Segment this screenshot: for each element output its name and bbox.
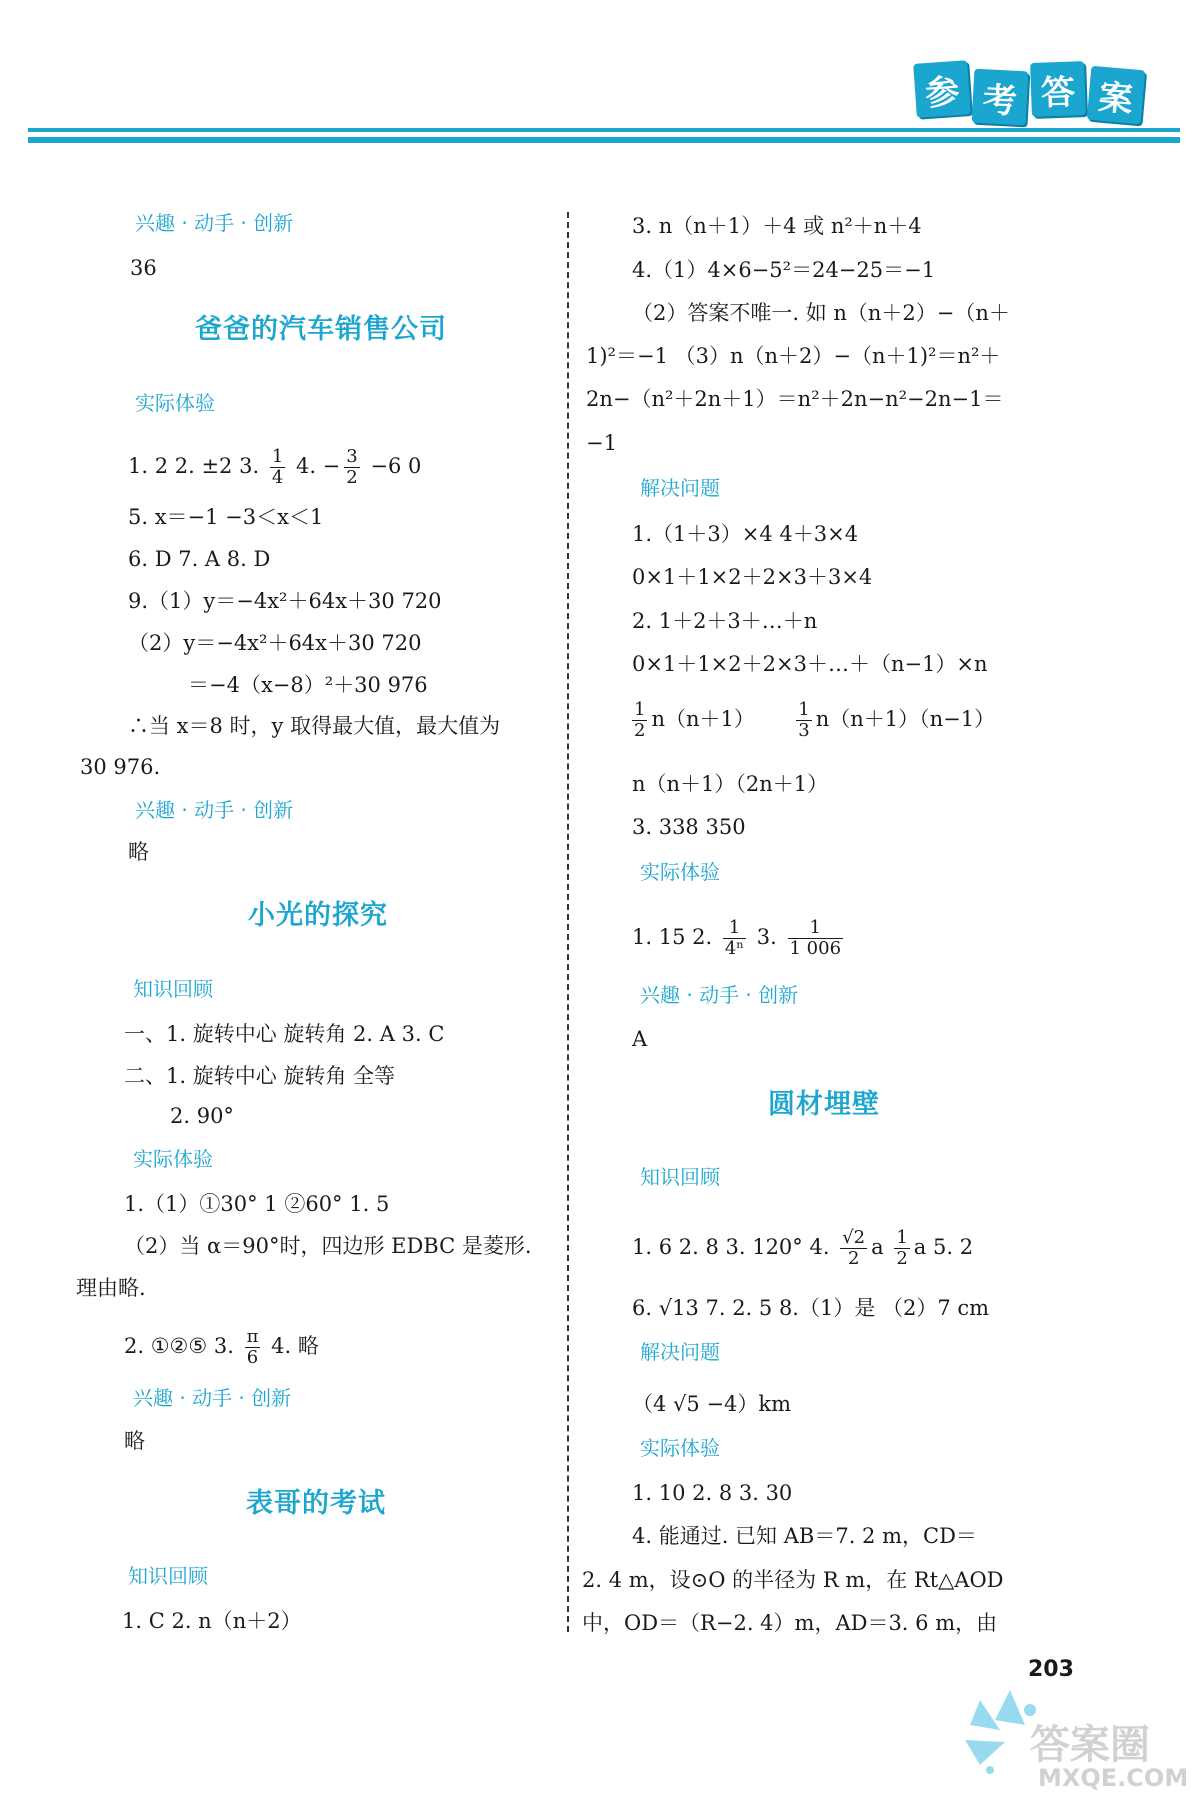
- denominator: 6: [246, 1347, 259, 1368]
- section-heading: 实际体验: [640, 1436, 720, 1460]
- numerator: 1: [634, 699, 646, 720]
- answer-line: 一、1. 旋转中心 旋转角 2. A 3. C: [124, 1022, 445, 1046]
- fraction: [840, 1228, 867, 1269]
- section-heading: 实际体验: [640, 860, 720, 884]
- answer-line: [628, 700, 995, 741]
- section-heading: 兴趣 · 动手 · 创新: [640, 983, 799, 1007]
- header-title-badges: [915, 62, 1143, 124]
- answer-text: 4. 略: [264, 1334, 319, 1358]
- denominator: 2: [634, 720, 646, 741]
- answer-line: 略: [124, 1429, 145, 1453]
- section-heading: 兴趣 · 动手 · 创新: [135, 798, 294, 822]
- chapter-title: 表哥的考试: [246, 1488, 386, 1519]
- watermark-subtext: MXQE.COM: [1038, 1764, 1189, 1790]
- chapter-title: 圆材埋壁: [768, 1089, 880, 1120]
- answer-line: （2）答案不唯一. 如 n（n＋2）−（n＋: [632, 301, 1010, 325]
- section-heading: 知识回顾: [128, 1564, 208, 1588]
- answer-line: 略: [128, 840, 149, 864]
- section-heading: 知识回顾: [133, 977, 213, 1001]
- section-heading: 解决问题: [640, 476, 720, 500]
- fraction: [245, 1327, 261, 1368]
- numerator: 1: [896, 1227, 908, 1248]
- answer-line: n（n＋1）（2n＋1）: [632, 772, 829, 796]
- answer-line: [632, 1228, 973, 1269]
- numerator: 3: [346, 446, 358, 467]
- watermark-text: 答案圈: [1030, 1722, 1150, 1768]
- column-divider: [567, 212, 569, 1632]
- header-badge: 参: [913, 60, 971, 118]
- answer-line: 5. x＝−1 −3＜x＜1: [128, 505, 324, 529]
- answer-text: 1. 6 2. 8 3. 120° 4.: [632, 1235, 830, 1259]
- answer-line: 理由略.: [76, 1276, 146, 1300]
- answer-line: ＝−4（x−8）²＋30 976: [188, 673, 428, 697]
- numerator: π: [246, 1326, 259, 1347]
- answer-line: 1.（1）①30° 1 ②60° 1. 5: [124, 1192, 390, 1216]
- fraction: [723, 918, 746, 959]
- chapter-title: 小光的探究: [248, 900, 388, 931]
- fraction: [788, 918, 844, 959]
- header-rule: [28, 128, 1180, 132]
- fraction: [894, 1228, 909, 1269]
- denominator: 2: [896, 1248, 908, 1269]
- answer-text: 3.: [750, 925, 777, 949]
- answer-line: 1. C 2. n（n＋2）: [122, 1609, 302, 1633]
- answer-text: −6 0: [363, 454, 422, 478]
- answer-line: 二、1. 旋转中心 旋转角 全等: [124, 1064, 396, 1088]
- answer-line: 4.（1）4×6−5²＝24−25＝−1: [632, 258, 936, 282]
- answer-line: 0×1＋1×2＋2×3＋…＋（n−1）×n: [632, 652, 988, 676]
- header-rule: [28, 137, 1180, 143]
- answer-line: A: [632, 1027, 648, 1051]
- section-heading: 兴趣 · 动手 · 创新: [133, 1386, 292, 1410]
- watermark-logo: [950, 1670, 1190, 1794]
- answer-text: a: [871, 1235, 884, 1259]
- snowflake-watermark-icon: [950, 1670, 1190, 1790]
- answer-line: 30 976.: [80, 755, 161, 779]
- denominator: 3: [798, 720, 810, 741]
- page-number: 203: [1028, 1657, 1074, 1682]
- answer-text: n（n＋1）: [651, 707, 755, 731]
- answer-line: 1)²＝−1 （3）n（n＋2）−（n＋1)²＝n²＋: [586, 344, 1001, 368]
- answer-text: 1. 15 2.: [632, 925, 713, 949]
- answer-line: 1. 10 2. 8 3. 30: [632, 1481, 793, 1505]
- answer-text: 2. ①②⑤ 3.: [124, 1334, 234, 1358]
- denominator: 2: [847, 1248, 860, 1269]
- denominator: 4: [271, 467, 284, 488]
- answer-line: [128, 447, 421, 488]
- denominator: 4ⁿ: [724, 938, 745, 959]
- fraction: [796, 700, 811, 741]
- section-heading: 兴趣 · 动手 · 创新: [135, 211, 294, 235]
- section-heading: 实际体验: [133, 1147, 213, 1171]
- answer-line: −1: [586, 431, 617, 455]
- answer-line: 2n−（n²＋2n＋1）＝n²＋2n−n²−2n−1＝: [586, 387, 1004, 411]
- answer-line: 3. 338 350: [632, 815, 746, 839]
- answer-line: [632, 918, 847, 959]
- answer-line: 6. D 7. A 8. D: [128, 547, 271, 571]
- answer-line: [124, 1327, 319, 1368]
- denominator: 2: [346, 467, 358, 488]
- answer-text: 1. 2 2. ±2 3.: [128, 454, 260, 478]
- numerator: 1: [271, 446, 284, 467]
- numerator: 1: [723, 918, 746, 939]
- answer-line: 2. 90°: [170, 1104, 234, 1128]
- answer-line: 6. √13 7. 2. 5 8.（1）是 （2）7 cm: [632, 1296, 990, 1320]
- answer-line: 1.（1＋3）×4 4＋3×4: [632, 522, 859, 546]
- answer-line: 3. n（n＋1）＋4 或 n²＋n＋4: [632, 214, 922, 238]
- numerator: 1: [788, 918, 844, 939]
- answer-text: n（n＋1）（n−1）: [815, 707, 996, 731]
- answer-line: 2. 1＋2＋3＋…＋n: [632, 609, 818, 633]
- chapter-title: 爸爸的汽车销售公司: [195, 314, 447, 345]
- numerator: √2: [842, 1227, 866, 1248]
- fraction: [344, 447, 359, 488]
- answer-line: 2. 4 m，设⊙O 的半径为 R m，在 Rt△AOD: [582, 1568, 1004, 1592]
- answer-line: （2）y＝−4x²＋64x＋30 720: [128, 631, 422, 655]
- answer-line: （4 √5 −4）km: [632, 1392, 792, 1416]
- numerator: 1: [798, 699, 810, 720]
- section-heading: 实际体验: [135, 391, 215, 415]
- section-heading: 知识回顾: [640, 1165, 720, 1189]
- fraction: [632, 700, 647, 741]
- answer-line: 4. 能通过. 已知 AB＝7. 2 m，CD＝: [632, 1524, 977, 1548]
- header-badge: 考: [972, 69, 1029, 126]
- denominator: 1 006: [789, 938, 842, 959]
- answer-line: （2）当 α＝90°时，四边形 EDBC 是菱形.: [124, 1234, 532, 1258]
- answer-line: 中，OD＝（R−2. 4）m，AD＝3. 6 m，由: [582, 1611, 998, 1635]
- answer-line: 0×1＋1×2＋2×3＋3×4: [632, 565, 873, 589]
- answer-text: 4. −: [295, 454, 341, 478]
- header-badge: 案: [1087, 66, 1146, 125]
- answer-text: a 5. 2: [913, 1235, 974, 1259]
- section-heading: 解决问题: [640, 1340, 720, 1364]
- header-badge: 答: [1030, 61, 1086, 117]
- answer-line: 36: [130, 256, 157, 280]
- answer-line: ∴当 x＝8 时，y 取得最大值，最大值为: [128, 714, 501, 738]
- fraction: [270, 447, 285, 488]
- answer-line: 9.（1）y＝−4x²＋64x＋30 720: [128, 589, 442, 613]
